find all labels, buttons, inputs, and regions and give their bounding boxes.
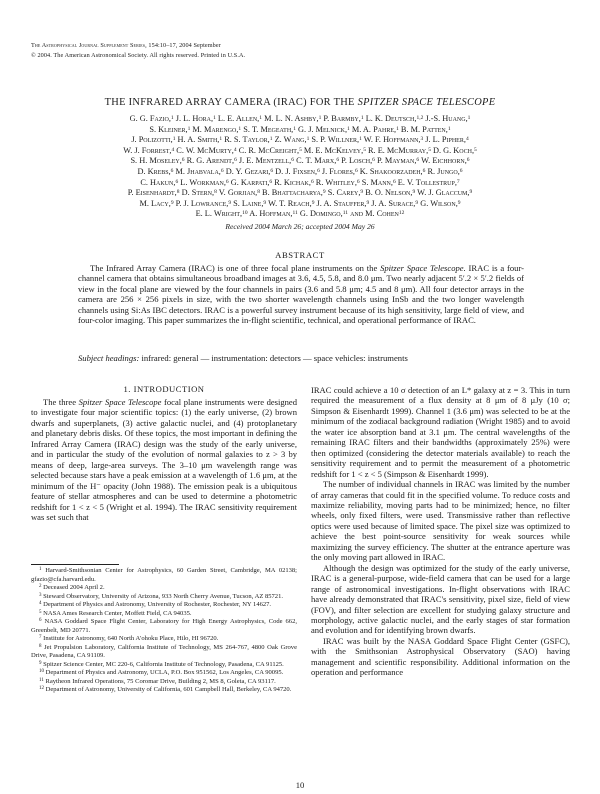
running-header [31,41,245,60]
copyright-line: © 2004. The American Astronomical Society. All rights reserved. Printed in U.S.A. [31,51,246,59]
abstract-text: The Infrared Array Camera (IRAC) is one of three focal plane instruments on the Spitzer Space Telescope. IRAC is a four-channel camera that obtains simultaneous broadband images at 3.6, 4.5, 5.8, and 8.0 μm. Two nearly adjacent 5′.2 × 5′.2 fields of view in the focal plane are viewed by the four channels in pairs (3.6 and 5.8 μm; 4.5 and 8 μm). All four detector arrays in the camera are 256 × 256 pixels in size, with the two shorter wavelength channels using InSb and the two longer wavelength channels using Si:As IBC detectors. IRAC is a powerful survey instrument because of its high sensitivity, large field of view, and four-color imaging. This paper summarizes the in-flight scientific, technical, and operational performance of IRAC. [78,263,525,326]
abstract-heading: ABSTRACT [275,250,325,260]
footnote: $^{12}$ Department of Astronomy, University of California, 601 Campbell Hall, Berkeley, CA 94720. [39,686,292,693]
author-line: C. Hakun,$^6$ L. Workman,$^6$ G. Karpati,$^6$ R. Kichak,$^6$ R. Whitley,$^6$ S. Mann,$^6$ E. V. Tollestrup,$^7$ [140,177,460,187]
footnote: $^{10}$ Department of Physics and Astronomy, UCLA, P.O. Box 951562, Los Angeles, CA 90095. [39,669,284,676]
author-line: W. J. Forrest,$^4$ C. W. McMurty,$^4$ C. R. McCreight,$^5$ M. E. McKelvey,$^5$ R. E. McMurray,$^5$ D. G. Koch,$^5$ [123,145,477,155]
author-line: J. Polizotti,$^1$ H. A. Smith,$^1$ R. S. Taylor,$^1$ Z. Wang,$^1$ S. P. Willner,$^1$ W. F. Hoffmann,$^3$ J. L. Pipher,$^4$ [131,135,469,145]
footnote: $^3$ Steward Observatory, University of Arizona, 933 North Cherry Avenue, Tucson, AZ 85721. [39,592,283,600]
footnote: $^{11}$ Raytheon Infrared Operations, 75 Coromar Drive, Building 2, MS 8, Goleta, CA 93117. [39,677,276,685]
footnote: $^2$ Deceased 2004 April 2. [39,584,105,591]
author-line: G. G. Fazio,$^1$ J. L. Hora,$^1$ L. E. Allen,$^1$ M. L. N. Ashby,$^1$ P. Barmby,$^1$ L. K. Deutsch,$^{1,2}$ J.-S. Huang,$^1$ [129,114,471,123]
footnote-divider [31,564,119,565]
page-number: 10 [295,780,305,790]
left-column [31,397,297,522]
received-dates: Received 2004 March 26; accepted 2004 May 26 [225,222,375,231]
author-line: E. L. Wright,$^{10}$ A. Hoffman,$^{11}$ G. Domingo,$^{11}$ and M. Cohen$^{12}$ [195,209,405,219]
footnote: $^8$ Jet Propulsion Laboratory, California Institute of Technology, MS 264-767, 4800 Oak Grove Drive, Pasadena, CA 91109. [31,643,297,659]
footnote: $^5$ NASA Ames Research Center, Moffett Field, CA 94035. [39,609,192,617]
body-paragraph: The number of individual channels in IRAC was limited by the number of array cameras that could fit in the specified volume. To reduce costs and maximize reliability, moving parts had to be minimized; hence, no filter wheels, only fixed filters, were used. Transmissive rather than reflective optics were used because of limited space. The pixel size was optimized to achieve the best point-source sensitivity for weak sources while maximizing the survey efficiency. The shutter at the entrance aperture was the only moving part allowed in IRAC. [311,479,570,563]
author-list [82,114,518,220]
right-column [311,385,570,678]
section-heading-introduction: 1. INTRODUCTION [123,384,205,394]
journal-citation: The Astrophysical Journal Supplement Series, 154:10–17, 2004 September [31,42,221,49]
author-line: P. Eisenhardt,$^8$ D. Stern,$^8$ V. Gorjian,$^8$ B. Bhattacharya,$^9$ S. Carey,$^9$ B. O. Nelson,$^9$ W. J. Glaccum,$^9$ [127,188,473,198]
author-line: S. Kleiner,$^1$ M. Marengo,$^1$ S. T. Megeath,$^1$ G. J. Melnick,$^1$ M. A. Pahre,$^1$ B. M. Patten,$^1$ [149,124,451,134]
footnotes [31,567,297,695]
footnote: $^9$ Spitzer Science Center, MC 220-6, California Institute of Technology, Pasadena, CA 91125. [39,660,284,668]
author-line: M. Lacy,$^9$ P. J. Lowrance,$^9$ S. Laine,$^9$ W. T. Reach,$^9$ J. A. Stauffer,$^9$ J. A. Surace,$^9$ G. Wilson,$^9$ [139,198,461,208]
footnote: $^4$ Department of Physics and Astronomy, University of Rochester, Rochester, NY 14627. [39,601,272,608]
intro-paragraph: The three Spitzer Space Telescope focal plane instruments were designed to investigate four major scientific topics: (1) the early universe, (2) brown dwarfs and superplanets, (3) active galactic nuclei, and (4) protoplanetary and planetary debris disks. Of these topics, the most important in defining the Infrared Array Camera (IRAC) design was the study of the early universe, and in particular the study of the evolution of normal galaxies to z > 3 by means of deep, large-area surveys. The 3–10 μm wavelength range was selected because stars have a peak emission at a wavelength of 1.6 μm, at the minimum of the H⁻ opacity (John 1988). The emission peak is a ubiquitous feature of stellar atmospheres and can be used to determine a photometric redshift for 1 < z < 5 (Wright et al. 1994). The IRAC sensitivity requirement was set such that [31,397,297,522]
body-paragraph: IRAC could achieve a 10 σ detection of an L* galaxy at z = 3. This in turn required the measurement of a flux density at 8 μm of 8 μJy (10 σ; Simpson & Eisenhardt 1999). Channel 1 (3.6 μm) was selected to be at the minimum of the zodiacal background radiation (Wright 1985) and to avoid the water ice absorption band at 3.1 μm. The central wavelengths of the remaining IRAC filters and their bandwidths (approximately 25%) were then optimized (considering the detector materials available) to reach the sensitivity requirement and to permit the measurement of a photometric redshift for 1 < z < 5 (Simpson & Eisenhardt 1999). [311,385,570,479]
author-line: D. Krebs,$^6$ M. Jhabvala,$^6$ D. Y. Gezari,$^6$ D. J. Fixsen,$^6$ J. Flores,$^6$ K. Shakoorzadeh,$^6$ R. Jungo,$^6$ [137,166,463,176]
subject-headings: Subject headings: infrared: general — instrumentation: detectors — space vehicles: instruments [78,353,408,363]
body-paragraph: IRAC was built by the NASA Goddard Space Flight Center (GSFC), with the Smithsonian Astrophysical Observatory (SAO) having management and scientific responsibility. Additional information on the operation and performance [311,635,570,678]
footnote: $^7$ Institute for Astronomy, 640 North A'ohoku Place, Hilo, HI 96720. [39,635,219,642]
author-line: S. H. Moseley,$^6$ R. G. Arendt,$^6$ J. E. Mentzell,$^6$ C. T. Marx,$^6$ P. Losch,$^6$ P. Mayman,$^6$ W. Eichhorn,$^6$ [130,156,470,166]
body-paragraph: Although the design was optimized for the study of the early universe, IRAC is a general-purpose, wide-field camera that can be used for a large range of astronomical investigations. In-flight observations with IRAC have already demonstrated that IRAC's sensitivity, pixel size, field of view (FOV), and filter selection are excellent for studying galaxy structure and morphology, active galactic nuclei, and the early stages of star formation and evolution and for identifying brown dwarfs. [311,562,570,636]
footnote: $^1$ Harvard-Smithsonian Center for Astrophysics, 60 Garden Street, Cambridge, MA 02138; gfazio@cfa.harvard.edu. [31,567,298,583]
paper-title: THE INFRARED ARRAY CAMERA (IRAC) FOR THE SPITZER SPACE TELESCOPE [104,97,496,108]
footnote: $^6$ NASA Goddard Space Flight Center, Laboratory for High Energy Astrophysics, Code 662, Greenbelt, MD 20771. [31,618,297,634]
